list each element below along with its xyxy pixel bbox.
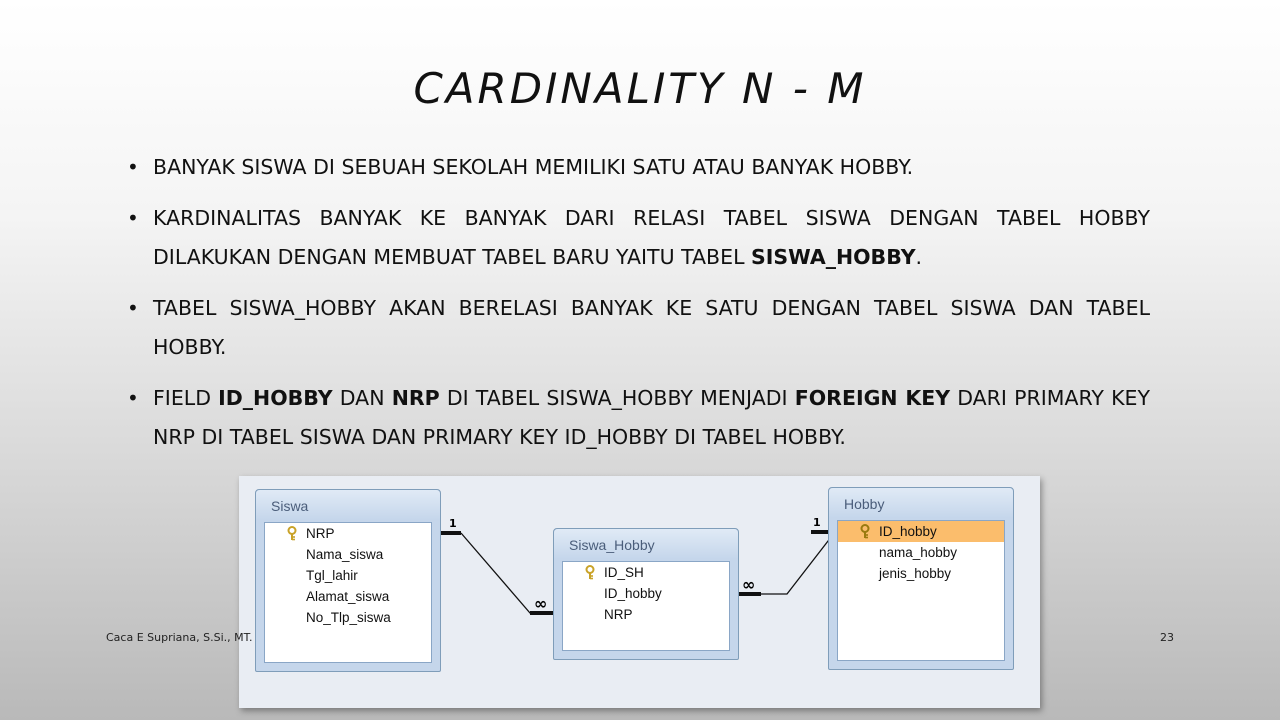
table-hobby[interactable] (828, 487, 1014, 670)
field-row[interactable]: Alamat_siswa (306, 589, 390, 604)
bullet-list (127, 148, 1150, 469)
key-icon (858, 524, 872, 539)
table-title: Siswa_Hobby (554, 529, 738, 559)
bullet-item: • BANYAK SISWA DI SEBUAH SEKOLAH MEMILIKI SATU ATAU BANYAK HOBBY. (127, 148, 1150, 187)
field-row-selected[interactable]: ID_hobby (838, 521, 1004, 542)
bullet-item: • FIELD ID_HOBBY DAN NRP DI TABEL SISWA_HOBBY MENJADI FOREIGN KEY DARI PRIMARY KEY NRP DI TABEL SISWA DAN PRIMARY KEY ID_HOBBY DI TABEL HOBBY. (127, 379, 1150, 457)
cardinality-many-label: ∞ (742, 575, 756, 594)
field-row[interactable]: NRP (265, 523, 431, 544)
table-siswa-hobby[interactable] (553, 528, 739, 660)
footer-author: Caca E Supriana, S.Si., MT. (106, 631, 253, 644)
key-icon (285, 526, 299, 541)
field-row[interactable]: Tgl_lahir (306, 568, 358, 583)
field-row[interactable]: No_Tlp_siswa (306, 610, 391, 625)
slide-title: CARDINALITY N - M (413, 64, 867, 113)
field-row[interactable]: nama_hobby (879, 545, 958, 560)
cardinality-one-label: 1 (449, 517, 457, 530)
field-row[interactable]: ID_SH (563, 562, 729, 583)
bullet-item: • KARDINALITAS BANYAK KE BANYAK DARI RELASI TABEL SISWA DENGAN TABEL HOBBY DILAKUKAN DENGAN MEMBUAT TABEL BARU YAITU TABEL SISWA_HOBBY. (127, 199, 1150, 277)
relationship-diagram (239, 476, 1040, 708)
field-list (562, 561, 730, 651)
table-title: Hobby (829, 488, 1013, 518)
field-row[interactable]: ID_hobby (604, 586, 662, 601)
table-title: Siswa (256, 490, 440, 520)
table-siswa[interactable] (255, 489, 441, 672)
key-icon (583, 565, 597, 580)
cardinality-one-label: 1 (813, 516, 821, 529)
field-list (264, 522, 432, 663)
field-row[interactable]: Nama_siswa (306, 547, 384, 562)
page-number: 23 (1160, 631, 1174, 644)
field-list (837, 520, 1005, 661)
field-row[interactable]: jenis_hobby (879, 566, 952, 581)
bullet-item: • TABEL SISWA_HOBBY AKAN BERELASI BANYAK KE SATU DENGAN TABEL SISWA DAN TABEL HOBBY. (127, 289, 1150, 367)
field-row[interactable]: NRP (604, 607, 633, 622)
cardinality-many-label: ∞ (534, 594, 548, 613)
